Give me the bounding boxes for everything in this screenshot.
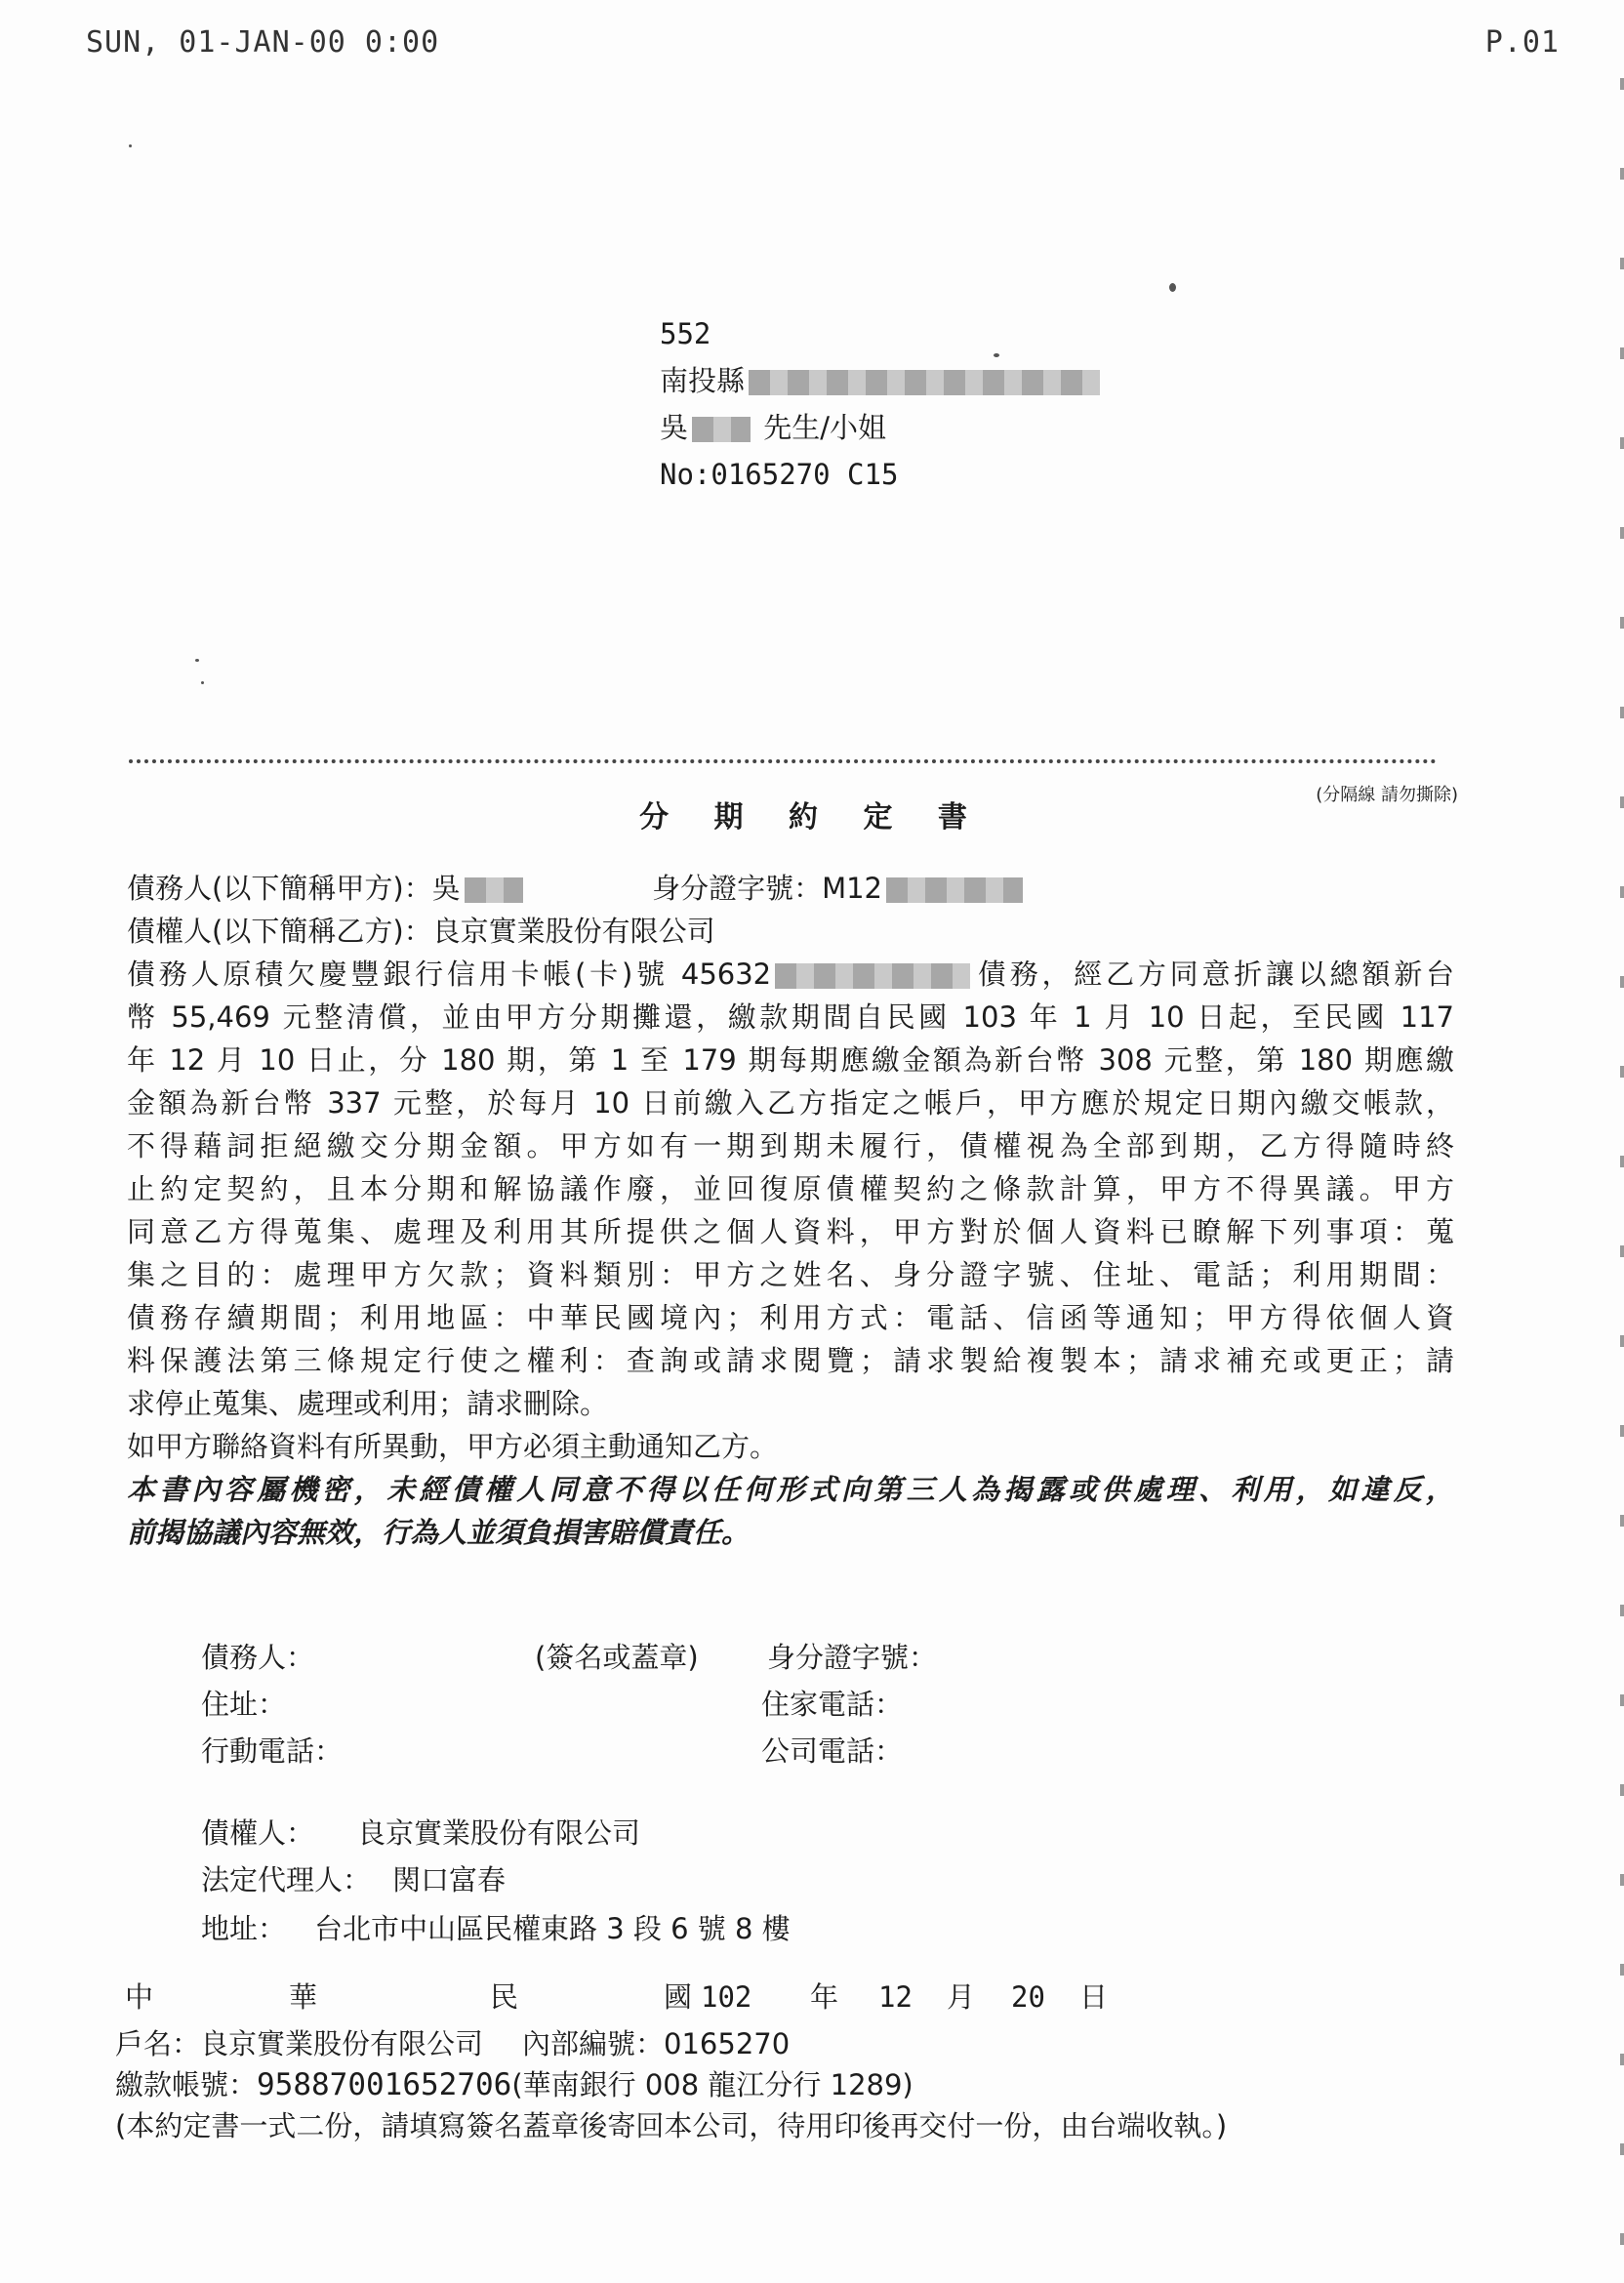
date-year-unit: 年: [810, 1980, 839, 2014]
parties-section: [127, 867, 1454, 953]
body-line: 金額為新台幣 337 元整，於每月 10 日前繳入乙方指定之帳戶，甲方應於規定日期內繳交帳款，: [127, 1086, 1454, 1120]
footer-note: (本約定書一式二份，請填寫簽名蓋章後寄回本公司，待用印後再交付一份，由台端收執。): [115, 2109, 1228, 2142]
representative-name: 関口富春: [392, 1863, 507, 1896]
fax-header-left: SUN, 01-JAN-00 0:00: [86, 25, 440, 60]
creditor-address: 台北市中山區民權東路 3 段 6 號 8 樓: [314, 1912, 791, 1945]
redacted-address: [749, 370, 1100, 395]
account-name: 戶名：良京實業股份有限公司: [115, 2027, 484, 2060]
body-line: 止約定契約，且本分期和解協議作廢，並回復原債權契約之條款計算，甲方不得異議。甲方: [127, 1172, 1454, 1205]
debtor-label: 債務人(以下簡稱甲方)：吳: [127, 872, 461, 905]
payment-label: 繳款帳號：: [115, 2068, 258, 2101]
date-char: 國: [664, 1980, 693, 2014]
creditor-label: 債權人：: [201, 1816, 315, 1850]
tear-line: [129, 759, 1437, 763]
date-year: 102: [701, 1980, 752, 2014]
body-line: 集之目的：處理甲方欠款；資料類別：甲方之姓名、身分證字號、住址、電話；利用期間：: [127, 1258, 1454, 1291]
scan-speck: [129, 144, 132, 147]
office-phone-label: 公司電話：: [761, 1734, 904, 1768]
debtor-sign-label: 債務人：: [201, 1641, 315, 1674]
redacted-id: [886, 877, 1023, 903]
body-line: 債務存續期間；利用地區：中華民國境內；利用方式：電話、信函等通知；甲方得依個人資: [127, 1301, 1454, 1334]
mailing-address: [660, 310, 1104, 498]
body-line: 年 12 月 10 日止，分 180 期，第 1 至 179 期每期應繳金額為新台幣 308 元整，第 180 期應繳: [127, 1043, 1454, 1077]
confidential-line: 前揭協議內容無效，行為人並須負損害賠償責任。: [127, 1516, 751, 1549]
date-char: 民: [490, 1980, 519, 2014]
honorific: 先生/小姐: [763, 411, 887, 444]
body-line: 同意乙方得蒐集、處理及利用其所提供之個人資料，甲方對於個人資料已瞭解下列事項：蒐: [127, 1215, 1454, 1248]
creditor-line: 債權人(以下簡稱乙方)：良京實業股份有限公司: [127, 915, 715, 948]
creditor-address-label: 地址：: [201, 1912, 287, 1945]
date-month: 12: [878, 1980, 913, 2014]
debtor-line: [127, 867, 1454, 910]
scan-speck: [195, 659, 199, 662]
scan-speck: [201, 681, 204, 684]
document-title: 分 期 約 定 書: [639, 800, 985, 835]
tear-line-note: (分隔線 請勿撕除): [1316, 785, 1458, 805]
bank-info: (華南銀行 008 龍江分行 1289): [511, 2068, 914, 2101]
home-phone-label: 住家電話：: [761, 1688, 904, 1721]
mobile-label: 行動電話：: [201, 1734, 344, 1768]
creditor-name: 良京實業股份有限公司: [357, 1816, 641, 1850]
agreement-body: [127, 953, 1454, 1554]
body-line: 不得藉詞拒絕繳交分期金額。甲方如有一期到期未履行，債權視為全部到期，乙方得隨時終: [127, 1129, 1454, 1162]
id-label: 身分證字號：M12: [652, 872, 883, 905]
redacted-debtor-name: [465, 877, 523, 903]
address-label: 住址：: [201, 1688, 287, 1721]
date-day: 20: [1011, 1980, 1045, 2014]
scan-speck: [1169, 283, 1176, 292]
redacted-name: [692, 417, 751, 442]
recipient-surname: 吳: [660, 411, 689, 444]
payment-line: [115, 2063, 914, 2106]
date-char: 華: [289, 1980, 318, 2014]
fax-page-number: P.01: [1484, 25, 1560, 60]
county: 南投縣: [660, 364, 746, 397]
representative-label: 法定代理人：: [201, 1863, 372, 1896]
address-line: [660, 357, 1104, 404]
date-month-unit: 月: [947, 1980, 976, 2014]
scan-edge-artifact: [1620, 0, 1624, 2283]
date-char: 中: [125, 1980, 154, 2014]
reference-number: No:0165270 C15: [660, 458, 899, 491]
body-line: 料保護法第三條規定行使之權利：查詢或請求閱覽；請求製給複製本；請求補充或更正；請: [127, 1344, 1454, 1377]
sign-or-seal: (簽名或蓋章): [535, 1641, 699, 1674]
date-day-unit: 日: [1079, 1980, 1109, 2014]
body-line: 求停止蒐集、處理或利用；請求刪除。: [127, 1387, 609, 1420]
redacted-card-number: [775, 963, 970, 989]
id-number-label: 身分證字號：: [767, 1641, 938, 1674]
postal-code: 552: [660, 317, 711, 350]
payment-account: 95887001652706: [257, 2067, 512, 2102]
internal-number: 內部編號：0165270: [522, 2027, 791, 2060]
body-line: 如甲方聯絡資料有所異動，甲方必須主動通知乙方。: [127, 1430, 779, 1463]
confidential-line: 本書內容屬機密，未經債權人同意不得以任何形式向第三人為揭露或供處理、利用，如違反，: [127, 1473, 1454, 1506]
account-line: [115, 2022, 790, 2065]
body-line: 債務人原積欠慶豐銀行信用卡帳(卡)號 45632 債務，經乙方同意折讓以總額新台: [127, 958, 1454, 991]
recipient-line: [660, 404, 1104, 451]
body-line: 幣 55,469 元整清償，並由甲方分期攤還，繳款期間自民國 103 年 1 月 10 日起，至民國 117: [127, 1000, 1454, 1034]
